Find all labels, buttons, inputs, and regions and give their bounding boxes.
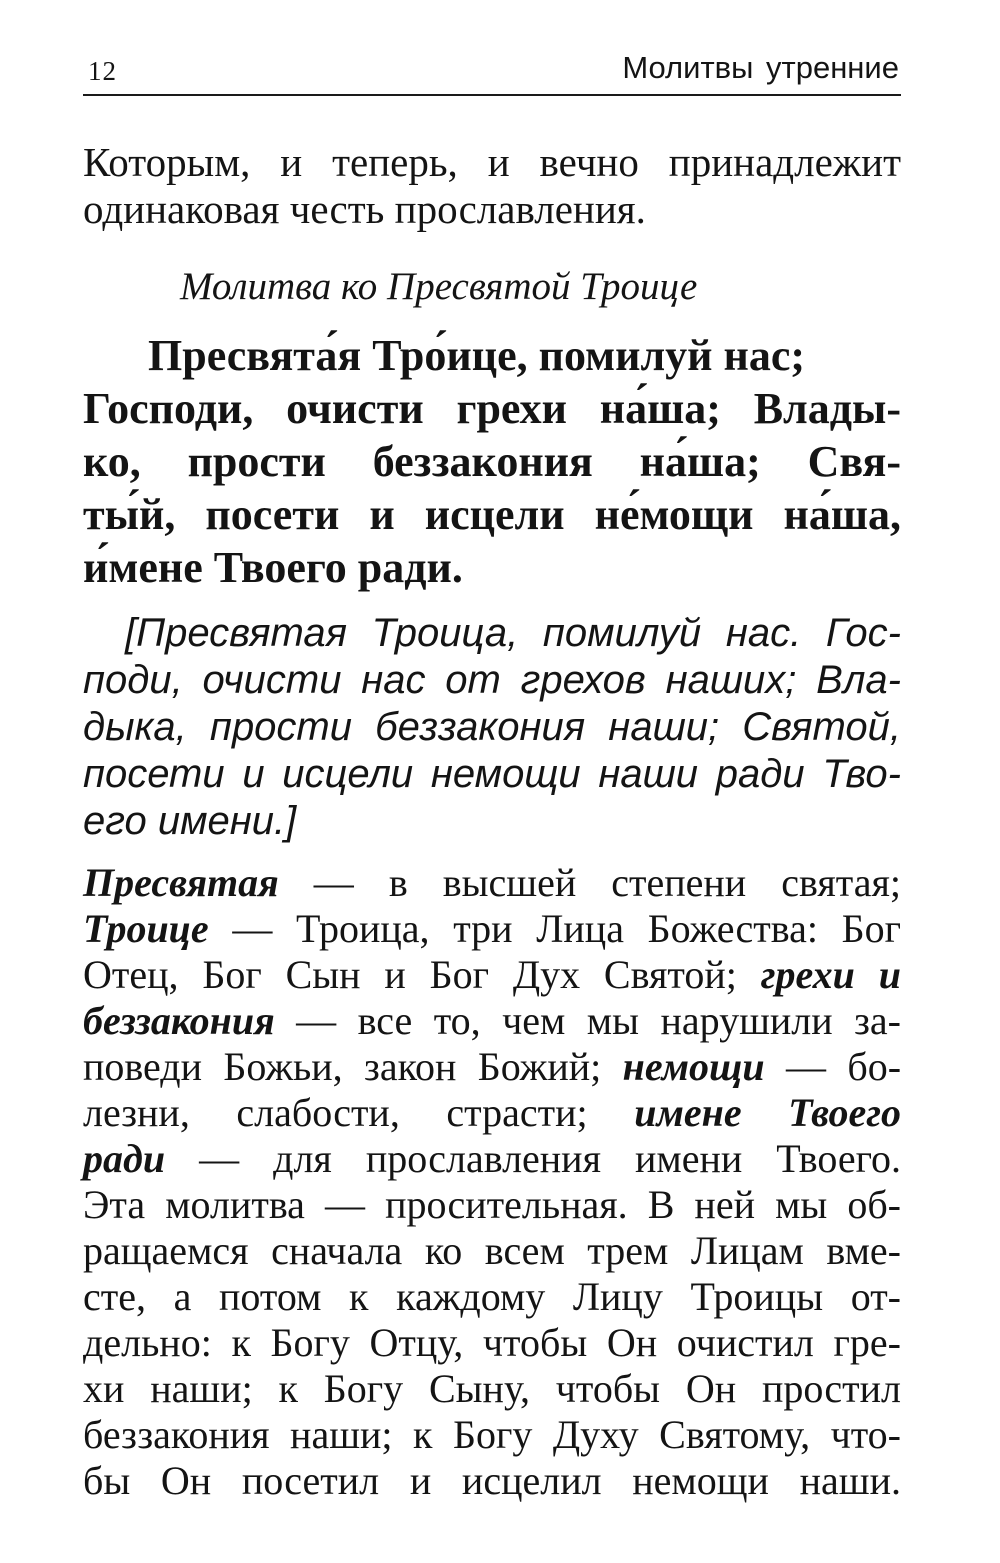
intro-line: Которым, и теперь, и вечно принадлежит <box>83 139 901 185</box>
note-line: бы Он посетил и исцелил немощи наши. <box>83 1458 901 1503</box>
note-text: Отец, Бог Сын и Бог Дух Святой; <box>83 952 761 997</box>
intro-line: одинаковая честь прославления. <box>83 186 646 232</box>
running-title: Молитвы утренние <box>622 50 899 85</box>
note-line <box>83 859 901 906</box>
note-term: грехи и <box>760 952 902 997</box>
note-text: поведи Божьи, закон Божий; <box>83 1044 623 1089</box>
prayer-line: Господи, очисти грехи на́ша; Влады- <box>83 384 901 433</box>
translation-line: дыка, прости беззакония наши; Святой, <box>83 705 901 749</box>
note-line: сте, а потом к каждому Лицу Троицы от- <box>83 1274 901 1319</box>
note-line: ращаемся сначала ко всем трем Лицам вме- <box>83 1228 901 1273</box>
prayer-line: ко, прости беззакония на́ша; Свя- <box>83 437 901 486</box>
note-term: немощи <box>622 1044 765 1089</box>
running-head <box>83 44 901 96</box>
note-line: хи наши; к Богу Сыну, чтобы Он простил <box>83 1366 901 1411</box>
note-text: — в высшей степени святая; <box>278 860 901 905</box>
note-line <box>83 951 901 998</box>
prayer-line: ты́й, посети и исцели не́мощи на́ша, <box>83 490 901 539</box>
note-text: — для прославления имени Твоего. <box>165 1136 901 1181</box>
note-term: Троице <box>83 906 209 951</box>
prayer-line: и́мене Твоего ради. <box>83 543 463 592</box>
note-line <box>83 997 901 1044</box>
translation-line: [Пресвятая Троица, помилуй нас. Гос- <box>125 611 901 655</box>
note-line: беззакония наши; к Богу Духу Святому, что- <box>83 1412 901 1457</box>
note-line <box>83 905 901 952</box>
note-text: — все то, чем мы нарушили за- <box>274 998 901 1043</box>
note-text: — бо- <box>764 1044 902 1089</box>
note-text: — Троица, три Лица Божества: Бог <box>208 906 901 951</box>
note-term: ради <box>83 1136 166 1181</box>
prayer-title: Молитва ко Пресвятой Троице <box>180 265 698 308</box>
note-term: имене Твоего <box>634 1090 901 1135</box>
note-line <box>83 1043 901 1090</box>
note-line <box>83 1089 901 1136</box>
note-term: Пресвятая <box>83 860 279 905</box>
page-number: 12 <box>88 56 117 86</box>
note-line <box>83 1135 901 1182</box>
note-line: Эта молитва — просительная. В ней мы об- <box>83 1182 901 1227</box>
prayer-line: Пресвята́я Тро́ице, помилуй нас; <box>148 331 806 380</box>
translation-line: его имени.] <box>83 799 297 843</box>
note-text: лезни, слабости, страсти; <box>83 1090 635 1135</box>
translation-line: посети и исцели немощи наши ради Тво- <box>83 752 901 796</box>
note-term: беззакония <box>83 998 275 1043</box>
translation-line: поди, очисти нас от грехов наших; Вла- <box>83 658 901 702</box>
note-line: дельно: к Богу Отцу, чтобы Он очистил гре- <box>83 1320 901 1365</box>
